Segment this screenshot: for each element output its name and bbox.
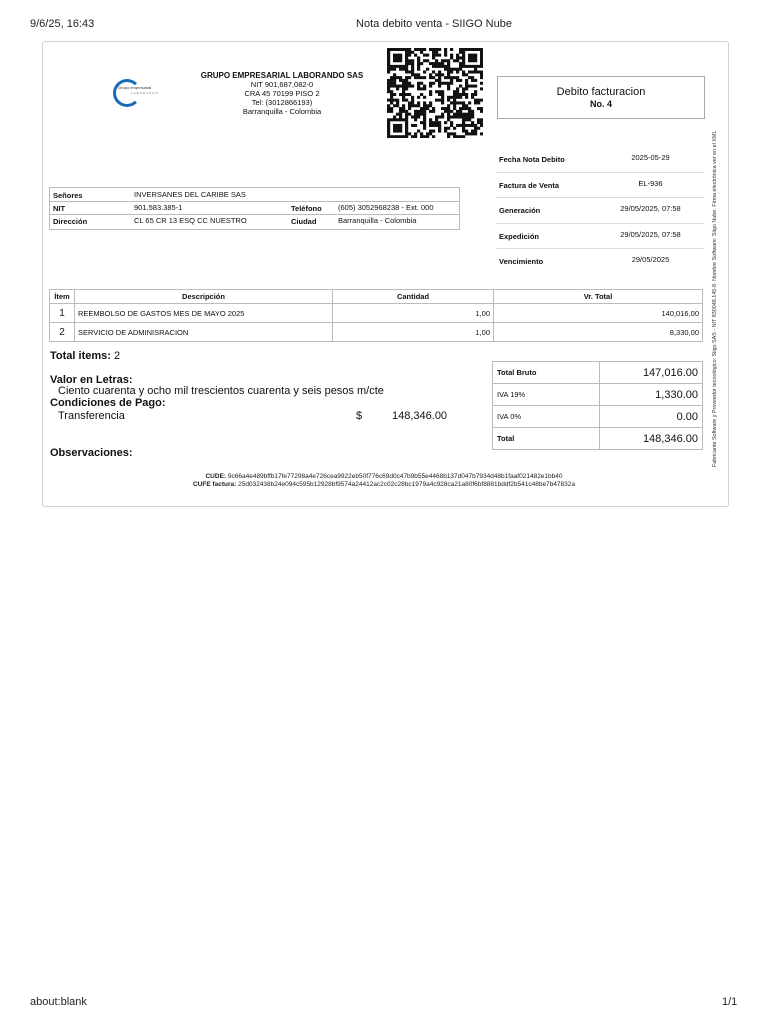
software-provider-note: Fabricante Software y Proveedor tecnológico: Siigo SAS - NIT 830048.145-8. Nombre Software: Siigo Nube. Firma electrónica ver en el XML <box>712 130 718 467</box>
totals-value: 0.00 <box>600 406 703 428</box>
date-value: 29/05/2025, 07:58 <box>620 204 681 213</box>
valor-letras: Ciento cuarenta y ocho mil trescientos cuarenta y seis pesos m/cte <box>58 385 384 397</box>
date-label: Vencimiento <box>499 257 544 266</box>
payment-amount: 148,346.00 <box>392 410 448 422</box>
client-label: Señores <box>53 191 83 200</box>
item-total: 140,016,00 <box>494 304 703 323</box>
items-table <box>49 289 703 342</box>
dates-table <box>496 147 704 274</box>
totals-value: 148,346.00 <box>600 428 703 450</box>
total-items-value: 2 <box>113 350 121 362</box>
city-label: Ciudad <box>291 217 317 226</box>
document-title-box <box>497 76 705 119</box>
table-row <box>50 304 703 323</box>
item-number: 2 <box>50 323 75 342</box>
payment-method: Transferencia <box>58 410 125 422</box>
client-address: CL 65 CR 13 ESQ CC NUESTRO <box>134 216 247 225</box>
nit-label: NIT <box>53 204 66 213</box>
print-page-number: 1/1 <box>722 996 738 1008</box>
date-row <box>496 223 704 249</box>
observaciones-label: Observaciones: <box>50 447 133 459</box>
company-block <box>190 71 374 116</box>
totals-label: Total <box>493 428 600 450</box>
client-city: Barranquilla - Colombia <box>338 216 417 225</box>
date-label: Fecha Nota Debito <box>499 155 565 164</box>
document-type: Debito facturacion <box>556 86 646 98</box>
company-nit: NIT 901,687,082-0 <box>250 80 314 89</box>
date-row <box>496 197 704 223</box>
date-row <box>496 147 704 172</box>
totals-table <box>492 361 703 450</box>
col-cantidad: Cantidad <box>333 290 494 304</box>
document-number: No. 4 <box>589 99 612 109</box>
totals-row <box>493 406 703 428</box>
item-quantity: 1,00 <box>333 323 494 342</box>
item-quantity: 1,00 <box>333 304 494 323</box>
totals-row <box>493 384 703 406</box>
logo-text: Grupo empresarial <box>118 85 152 90</box>
client-box <box>49 187 460 230</box>
company-address: CRA 45 70199 PISO 2 <box>244 89 320 98</box>
company-city: Barranquilla - Colombia <box>242 107 322 116</box>
date-row <box>496 172 704 198</box>
total-items <box>50 350 120 362</box>
date-value: 29/05/2025 <box>631 255 670 264</box>
company-name: GRUPO EMPRESARIAL LABORANDO SAS <box>200 71 364 80</box>
totals-value: 1,330.00 <box>600 384 703 406</box>
print-title: Nota debito venta - SIIGO Nube <box>356 18 512 30</box>
address-label: Dirección <box>53 217 88 226</box>
date-value: 29/05/2025, 07:58 <box>620 229 681 239</box>
date-value: EL-936 <box>638 178 663 188</box>
table-row <box>50 323 703 342</box>
cufe-value: 25d032438b24e094c595b12928bf9574a24412ac2c02c28bc1979a4c928ca21a80f6bf8881bddf2b541c48be7b47832a <box>238 481 576 488</box>
print-datetime: 9/6/25, 16:43 <box>30 18 95 30</box>
date-value: 2025-05-29 <box>631 153 670 162</box>
totals-label: IVA 19% <box>493 384 600 406</box>
cude-value: 9c66a4e489bffb17fe77298a4e726cea9922eb50f776c69d0c47b9b55e4468b137d047b7934d48b1faaf021482e1bb40 <box>227 473 563 480</box>
phone-label: Teléfono <box>291 204 322 213</box>
cufe-label: CUFE factura: <box>192 481 237 488</box>
col-descripcion: Descripción <box>75 290 333 304</box>
cude-label: CUDE: <box>205 473 227 480</box>
total-items-label: Total items: <box>50 350 111 362</box>
logo-subtext: LABORANDO <box>131 91 159 95</box>
client-name: INVERSANES DEL CARIBE SAS <box>134 190 246 199</box>
item-number: 1 <box>50 304 75 323</box>
item-total: 8,330,00 <box>494 323 703 342</box>
date-row <box>496 248 704 274</box>
condiciones-label: Condiciones de Pago: <box>50 397 166 409</box>
totals-label: IVA 0% <box>493 406 600 428</box>
valor-letras-label: Valor en Letras: <box>50 374 133 386</box>
totals-row <box>493 428 703 450</box>
qr-code <box>387 48 483 138</box>
items-header <box>50 290 703 304</box>
date-label: Expedición <box>499 231 540 241</box>
col-item: Ítem <box>50 290 75 304</box>
item-description: SERVICIO DE ADMINISRACION <box>75 323 333 342</box>
totals-label: Total Bruto <box>493 362 600 384</box>
print-url: about:blank <box>30 996 87 1008</box>
date-label: Generación <box>499 206 541 215</box>
item-description: REEMBOLSO DE GASTOS MES DE MAYO 2025 <box>75 304 333 323</box>
currency-symbol: $ <box>356 410 363 422</box>
client-nit: 901.583.385-1 <box>134 203 183 212</box>
totals-row <box>493 362 703 384</box>
totals-value: 147,016.00 <box>600 362 703 384</box>
cude-block <box>100 473 668 489</box>
company-phone: Tel: (3012866193) <box>251 98 313 107</box>
col-total: Vr. Total <box>494 290 703 304</box>
client-phone: (605) 3052968238 - Ext. 000 <box>338 203 434 212</box>
date-label: Factura de Venta <box>499 180 560 190</box>
